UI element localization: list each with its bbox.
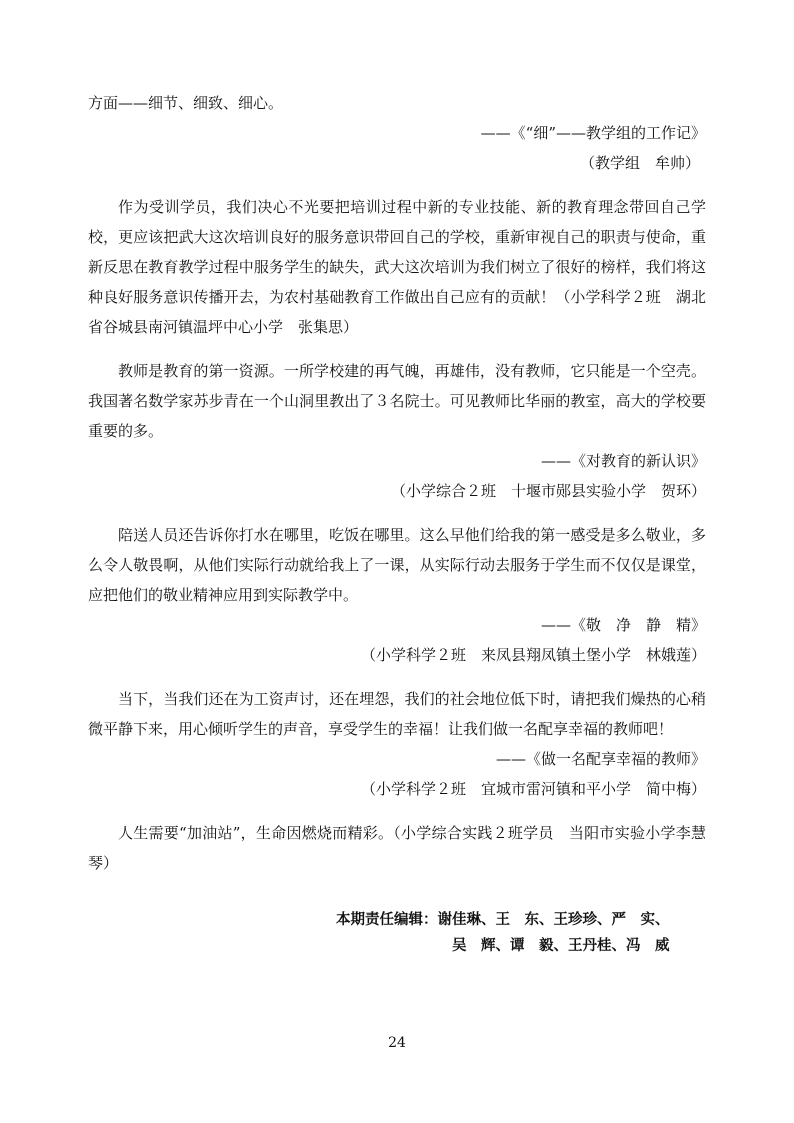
entry-4-text: 当下，当我们还在为工资声讨，还在埋怨，我们的社会地位低下时，请把我们燥热的心稍微平静下来，用心倾听学生的声音，享受学生的幸福！让我们做一名配享幸福的教师吧！ (88, 690, 706, 738)
entry-3-source: ——《敬 净 静 精》 (540, 616, 706, 634)
editors-label: 本期责任编辑： (336, 912, 438, 928)
entry-3-text: 陪送人员还告诉你打水在哪里，吃饭在哪里。这么早他们给我的第一感受是多么敬业，多么令人敬畏啊，从他们实际行动就给我上了一课，从实际行动去服务于学生而不仅仅是课堂，应把他们的敬业精神应用到实际教学中。 (88, 526, 706, 604)
entry-2-text: 教师是教育的第一资源。一所学校建的再气魄，再雄伟，没有教师，它只能是一个空壳。我国著名数学家苏步青在一个山洞里教出了３名院士。可见教师比华丽的教室，高大的学校要重要的多。 (88, 362, 706, 440)
entry-4-source: ——《做一名配享幸福的教师》 (495, 750, 706, 768)
editors-block (336, 907, 706, 959)
entry-1-text: 作为受训学员，我们决心不光要把培训过程中新的专业技能、新的教育理念带回自己学校，更应该把武大这次培训良好的服务意识带回自己的学校，重新审视自己的职责与使命，重新反思在教育教学过程中服务学生的缺失，武大这次培训为我们树立了很好的榜样，我们将这种良好服务意识传播开去，为农村基础教育工作做出自己应有的贡献！（小学科学２班 湖北省谷城县南河镇温坪中心小学 张集思） (88, 198, 706, 336)
entry-4-author: （小学科学２班 宜城市雷河镇和平小学 简中梅） (360, 780, 706, 798)
entry-5-text: 人生需要“加油站”，生命因燃烧而精彩。（小学综合实践２班学员 当阳市实验小学李慧琴） (88, 824, 706, 872)
page-number: 24 (388, 1035, 406, 1051)
intro-text: 方面——细节、细致、细心。 (88, 94, 284, 112)
entry-2-source: ——《对教育的新认识》 (540, 452, 706, 470)
entry-2-author: （小学综合２班 十堰市郧县实验小学 贺环） (390, 482, 706, 500)
editors-names-2: 吴 辉、谭 毅、王丹桂、冯 威 (452, 938, 670, 954)
page-body (88, 88, 706, 878)
intro-source: ——《“细”——教学组的工作记》 (480, 124, 706, 142)
editors-names-1: 谢佳琳、王 东、王珍珍、严 实、 (437, 912, 670, 928)
entry-3-author: （小学科学２班 来凤县翔凤镇土堡小学 林娥莲） (360, 646, 706, 664)
editors-line-1 (336, 907, 706, 933)
intro-author: （教学组 牟帅） (579, 154, 700, 172)
